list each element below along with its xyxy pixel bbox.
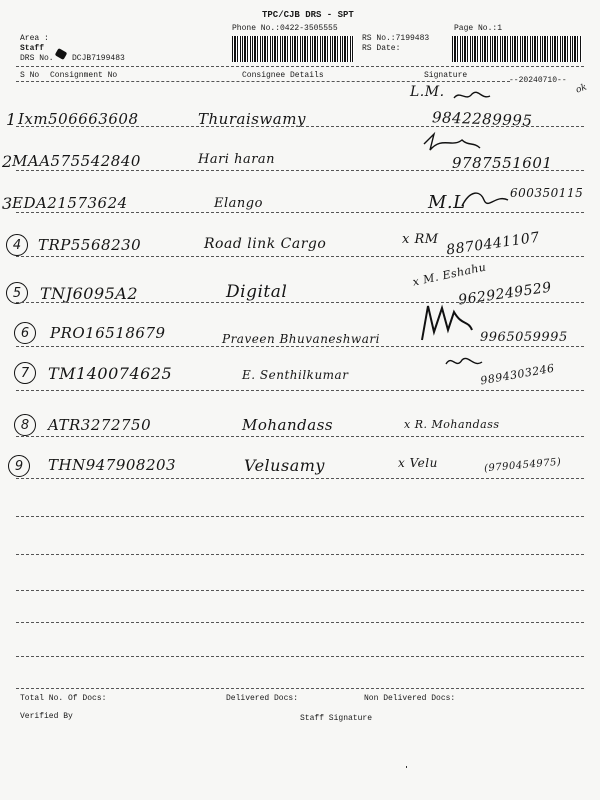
consignment-number: TM140074625 [48, 364, 173, 383]
staff-label: Staff [20, 44, 45, 53]
row-number: 1 [6, 110, 17, 129]
consignee-name: Hari haran [198, 152, 276, 167]
empty-row-divider [16, 516, 584, 517]
contact-phone: 9842289995 [431, 108, 533, 130]
column-divider [16, 81, 510, 82]
empty-row-divider [16, 622, 584, 623]
empty-row-divider [16, 590, 584, 591]
empty-row-divider [16, 554, 584, 555]
contact-phone: 9965059995 [480, 330, 568, 345]
consignment-number: EDA21573624 [12, 194, 128, 212]
signature-name: L.M. [410, 84, 445, 100]
document-title: TPC/CJB DRS - SPT [262, 10, 354, 20]
consignee-name: Praveen Bhuvaneshwari [222, 332, 380, 346]
consignment-number: TRP5568230 [38, 236, 142, 254]
barcode-left-icon [232, 36, 354, 62]
consignment-number: MAA575542840 [12, 152, 141, 170]
contact-phone: 600350115 [510, 186, 584, 200]
contact-phone: (9790454975) [483, 456, 562, 475]
signature-name: x Velu [398, 456, 438, 470]
row-divider [16, 126, 584, 127]
consignment-number: PRO16518679 [50, 324, 166, 342]
row-number: 3 [2, 194, 13, 213]
scan-speck [406, 766, 407, 768]
row-divider [16, 436, 584, 437]
column-sno: S No [20, 71, 40, 80]
column-consignee: Consignee Details [242, 71, 324, 80]
row-divider [16, 478, 584, 479]
non-delivered-docs-label: Non Delivered Docs: [364, 694, 456, 703]
drs-no-value: DCJB7199483 [72, 54, 125, 63]
rs-date: RS Date: [362, 44, 401, 53]
row-number: 2 [2, 152, 13, 171]
signature-scribble [418, 300, 474, 346]
row-divider [16, 212, 584, 213]
delivered-docs-label: Delivered Docs: [226, 694, 299, 703]
signature-scribble [444, 352, 484, 372]
consignee-name: Digital [226, 282, 288, 302]
signature-name: x M. Eshahu [411, 260, 488, 289]
date-stamp: --20240710-- [509, 76, 567, 85]
area-label: Area : [20, 34, 49, 43]
barcode-right-icon [452, 36, 582, 62]
row-number: 4 [6, 234, 28, 256]
row-number: 5 [6, 282, 28, 304]
consignee-name: E. Senthilkumar [242, 368, 349, 382]
contact-phone: 9894303246 [479, 361, 556, 388]
consignee-name: Velusamy [244, 456, 325, 475]
consignee-name: Elango [214, 196, 263, 211]
signature-name: x R. Mohandass [404, 418, 500, 431]
column-signature: Signature [424, 71, 468, 80]
consignment-number: THN947908203 [48, 456, 177, 474]
consignee-name: Thuraiswamy [198, 110, 306, 128]
staff-signature-label: Staff Signature [300, 714, 373, 723]
footer-divider [16, 688, 584, 689]
phone-number: Phone No.:0422-3505555 [232, 24, 338, 33]
contact-phone: 8870441107 [445, 229, 541, 259]
row-divider [16, 170, 584, 171]
header-divider [16, 66, 584, 67]
signature-scribble [460, 186, 510, 212]
page-number: Page No.:1 [454, 24, 503, 33]
contact-phone: 9787551601 [452, 154, 553, 172]
empty-row-divider [16, 656, 584, 657]
consignee-name: Road link Cargo [204, 236, 327, 252]
drs-no-label: DRS No. [20, 54, 54, 63]
total-docs-label: Total No. Of Docs: [20, 694, 107, 703]
pen-mark-icon [55, 48, 68, 60]
signature-name: M.L [428, 192, 466, 213]
row-divider [16, 390, 584, 391]
consignee-name: Mohandass [242, 416, 334, 434]
rs-number: RS No.:7199483 [362, 34, 430, 43]
column-consignment: Consignment No [50, 71, 118, 80]
contact-phone: 9629249529 [457, 279, 553, 309]
consignment-number: Ixm506663608 [18, 110, 139, 128]
row-number: 8 [14, 414, 36, 436]
row-divider [16, 256, 584, 257]
row-number: 6 [14, 322, 36, 344]
row-number: 7 [14, 362, 36, 384]
row-divider [16, 346, 584, 347]
row-number: 9 [8, 455, 30, 477]
verified-by-label: Verified By [20, 712, 73, 721]
signature-scribble [422, 130, 482, 156]
row-divider [16, 302, 584, 303]
signature-scribble [452, 88, 492, 104]
consignment-number: ATR3272750 [48, 416, 152, 434]
ok-mark: ok [574, 82, 589, 96]
signature-name: x RM [402, 232, 439, 247]
consignment-number: TNJ6095A2 [40, 284, 139, 303]
